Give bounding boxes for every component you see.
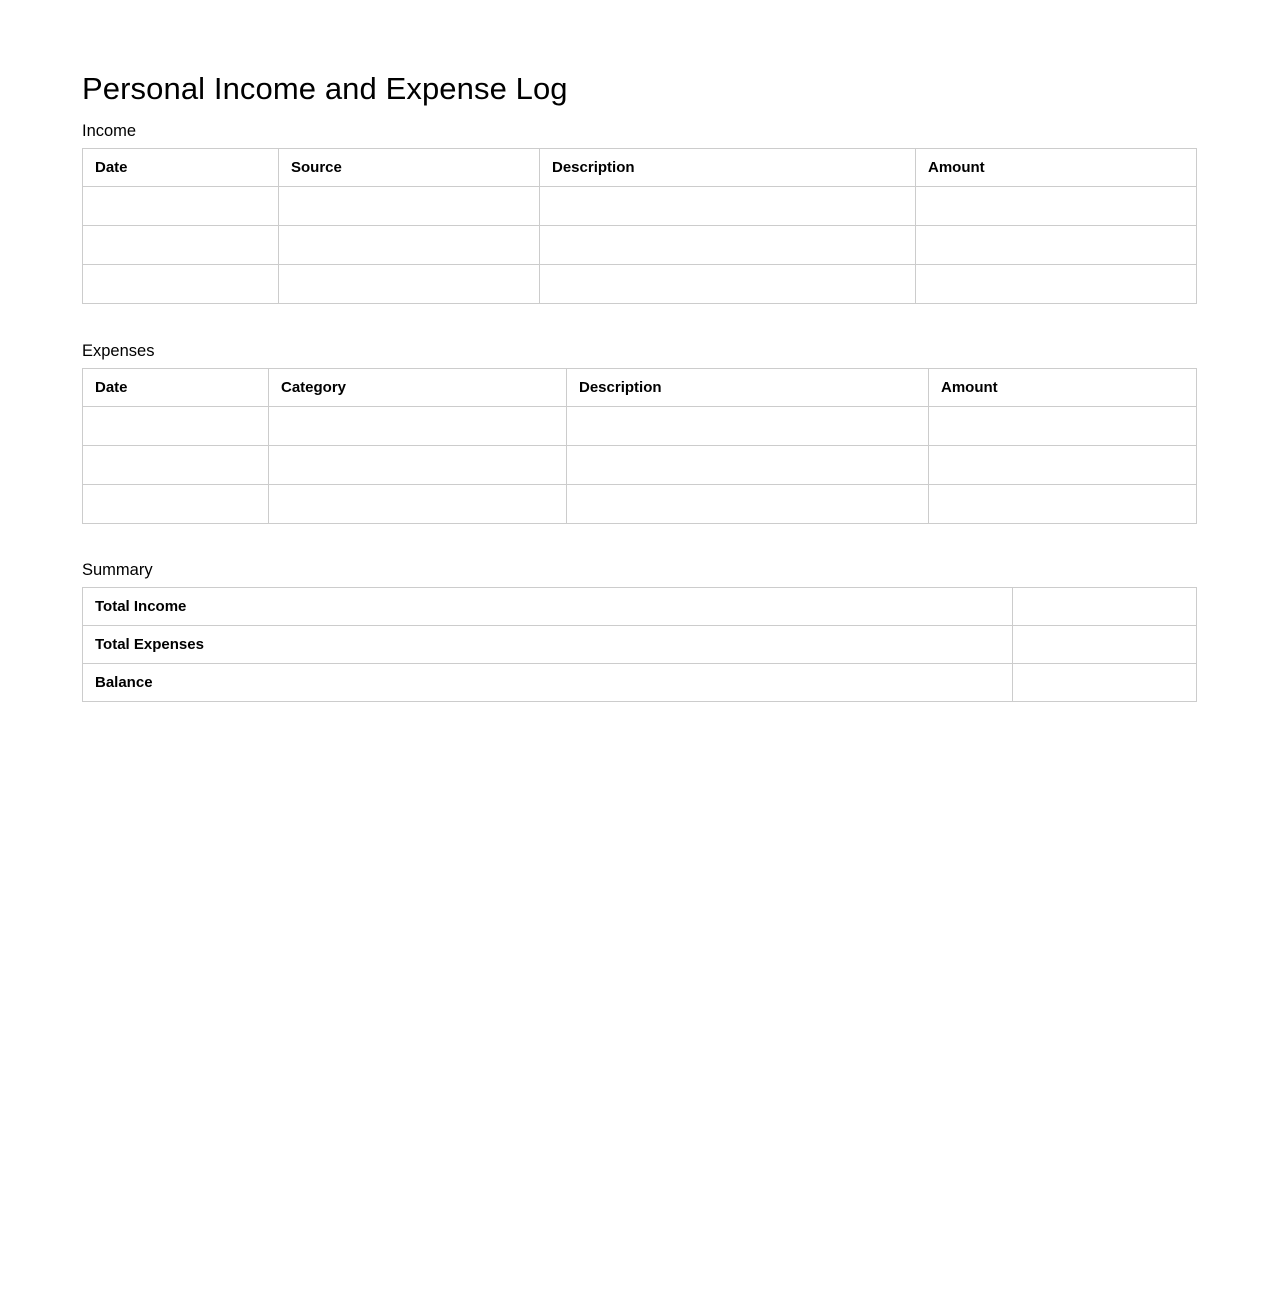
summary-label-balance: Balance [83,664,1013,702]
table-row [83,626,1197,664]
table-row [83,485,1197,524]
income-column-header-description: Description [540,149,916,187]
income-cell-description[interactable] [540,265,916,304]
expenses-cell-date[interactable] [83,485,269,524]
income-table-header-row [83,149,1197,187]
summary-label-total-income: Total Income [83,588,1013,626]
income-cell-description[interactable] [540,226,916,265]
summary-section-label: Summary [82,561,153,579]
income-cell-source[interactable] [279,265,540,304]
expenses-section [82,341,1196,524]
income-cell-description[interactable] [540,187,916,226]
table-row [83,446,1197,485]
income-cell-amount[interactable] [916,226,1197,265]
expenses-cell-category[interactable] [269,485,567,524]
income-table [82,148,1197,304]
income-column-header-amount: Amount [916,149,1197,187]
table-row [83,187,1197,226]
expenses-cell-description[interactable] [567,446,929,485]
expenses-cell-amount[interactable] [929,407,1197,446]
income-column-header-source: Source [279,149,540,187]
expenses-cell-amount[interactable] [929,485,1197,524]
income-column-header-date: Date [83,149,279,187]
page-title: Personal Income and Expense Log [82,70,568,106]
expenses-column-header-category: Category [269,369,567,407]
income-cell-date[interactable] [83,187,279,226]
summary-value-total-income[interactable] [1013,588,1197,626]
income-cell-amount[interactable] [916,187,1197,226]
expenses-column-header-amount: Amount [929,369,1197,407]
expenses-cell-description[interactable] [567,485,929,524]
expenses-cell-description[interactable] [567,407,929,446]
income-cell-source[interactable] [279,187,540,226]
expenses-table-header-row [83,369,1197,407]
summary-table [82,587,1197,702]
summary-label-total-expenses: Total Expenses [83,626,1013,664]
table-row [83,664,1197,702]
expenses-cell-category[interactable] [269,446,567,485]
table-row [83,407,1197,446]
expenses-cell-amount[interactable] [929,446,1197,485]
expenses-section-label: Expenses [82,342,155,360]
expenses-cell-date[interactable] [83,446,269,485]
table-row [83,226,1197,265]
income-cell-date[interactable] [83,265,279,304]
expenses-cell-date[interactable] [83,407,269,446]
income-cell-amount[interactable] [916,265,1197,304]
income-section [82,121,1196,304]
expenses-cell-category[interactable] [269,407,567,446]
income-section-label: Income [82,122,137,140]
summary-section [82,560,1196,702]
income-cell-date[interactable] [83,226,279,265]
income-cell-source[interactable] [279,226,540,265]
expenses-column-header-description: Description [567,369,929,407]
table-row [83,588,1197,626]
summary-value-total-expenses[interactable] [1013,626,1197,664]
table-row [83,265,1197,304]
summary-value-balance[interactable] [1013,664,1197,702]
expenses-column-header-date: Date [83,369,269,407]
expenses-table [82,368,1197,524]
